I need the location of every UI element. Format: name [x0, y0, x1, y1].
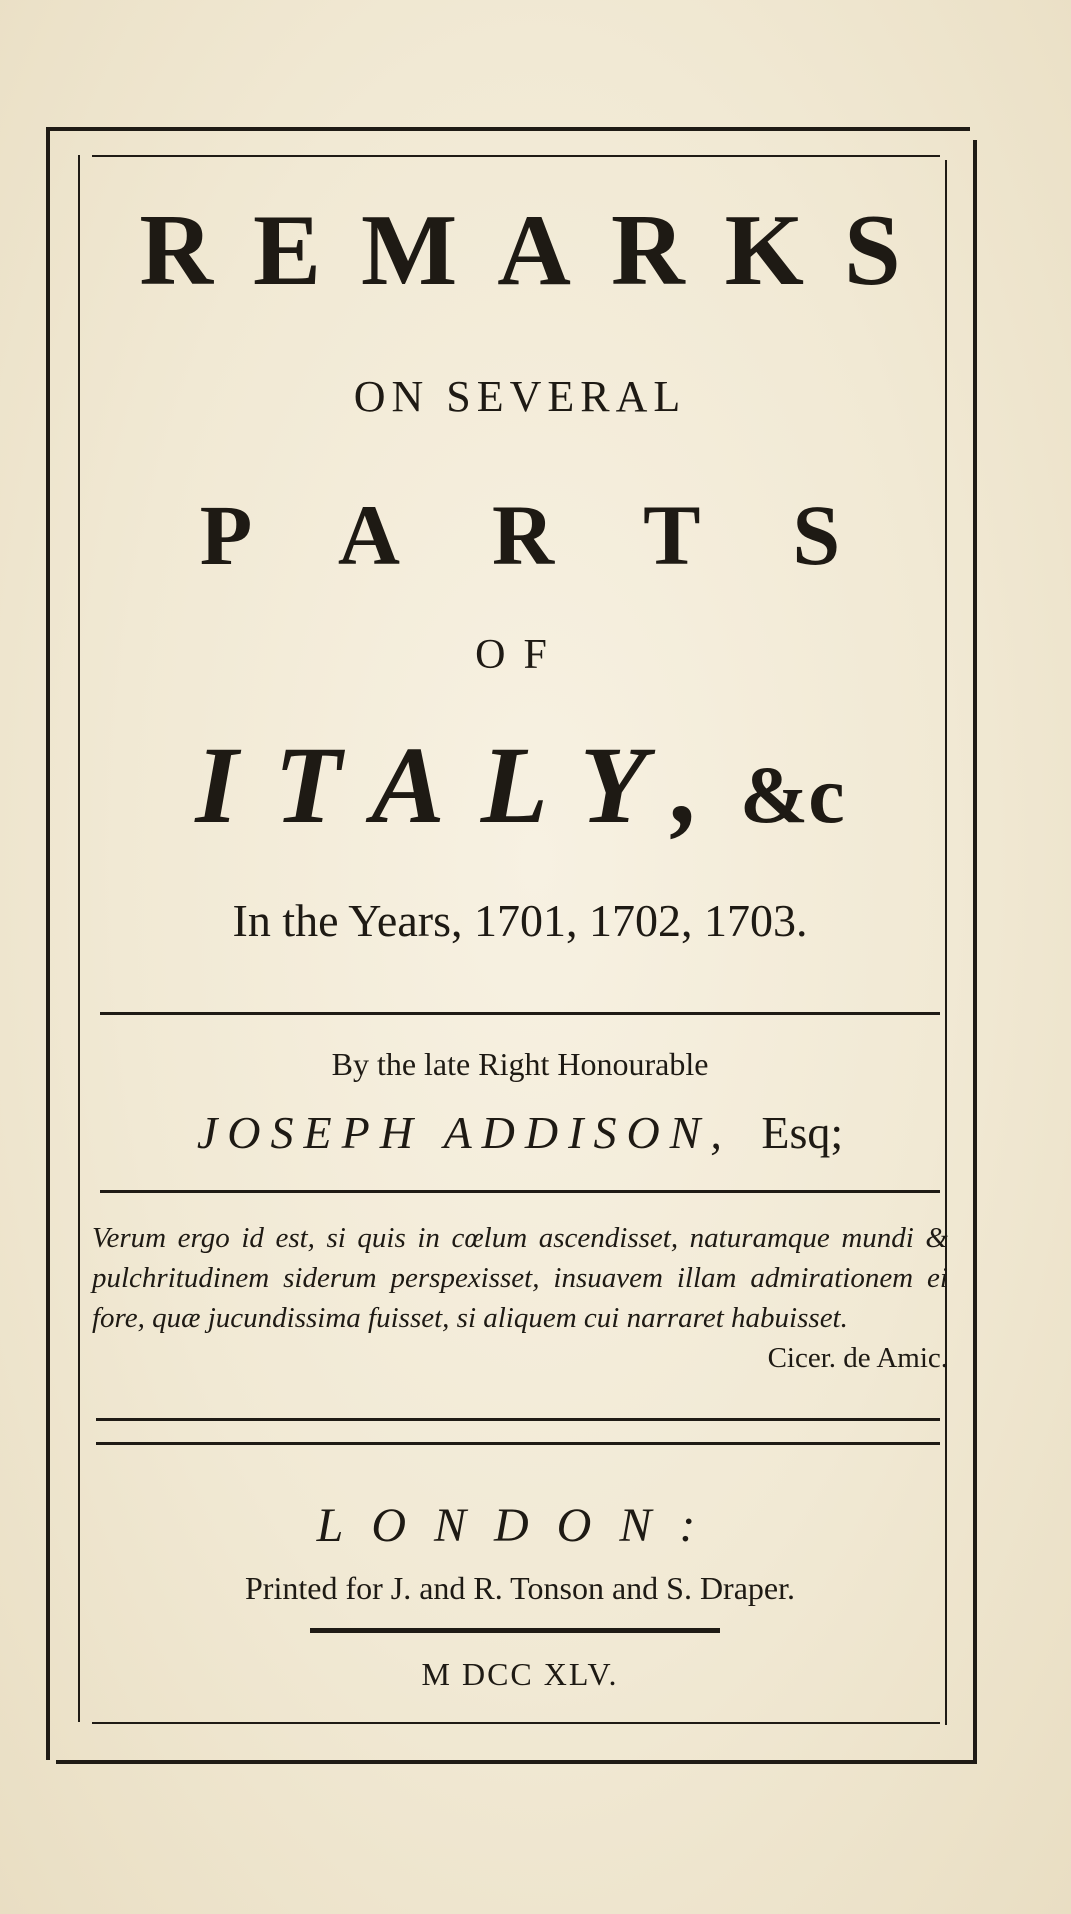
outer-border-bottom	[56, 1760, 976, 1764]
title-parts: PARTS	[199, 487, 933, 583]
epigraph-citation: Cicer. de Amic.	[767, 1342, 948, 1374]
author-line	[80, 1107, 960, 1158]
inner-border-bottom	[92, 1722, 940, 1724]
author-suffix: Esq;	[761, 1107, 844, 1158]
short-rule	[310, 1628, 720, 1633]
inner-border-top	[92, 155, 940, 157]
by-line: By the late Right Honourable	[331, 1046, 709, 1082]
years-line: In the Years, 1701, 1702, 1703.	[232, 895, 808, 946]
title-on-several: ON SEVERAL	[353, 372, 687, 421]
outer-border-right	[973, 140, 977, 1764]
imprint-city: LONDON:	[316, 1499, 724, 1552]
title-italy: ITALY,	[195, 724, 737, 846]
outer-border-top	[50, 127, 970, 131]
title-remarks: REMARKS	[139, 194, 941, 307]
latin-epigraph	[92, 1218, 948, 1378]
double-rule-lower	[96, 1442, 940, 1445]
title-etc: &c	[739, 749, 845, 840]
imprint-printer: Printed for J. and R. Tonson and S. Draper.	[245, 1570, 795, 1606]
rule-above-quote	[100, 1190, 940, 1193]
author-name: JOSEPH ADDISON,	[196, 1107, 732, 1158]
rule-above-author	[100, 1012, 940, 1015]
double-rule-upper	[96, 1418, 940, 1421]
imprint-date: M DCC XLV.	[421, 1656, 619, 1692]
outer-border-left	[46, 127, 50, 1760]
title-of: OF	[475, 632, 565, 678]
epigraph-text: Verum ergo id est, si quis in cœlum ascendisset, naturamque mundi & pulchritudinem siderum perspexisset, insuavem illam admirationem ei fore, quæ jucundissima fuisset, si aliquem cui narraret habuisset.	[92, 1222, 948, 1334]
title-italy-line	[80, 724, 960, 846]
